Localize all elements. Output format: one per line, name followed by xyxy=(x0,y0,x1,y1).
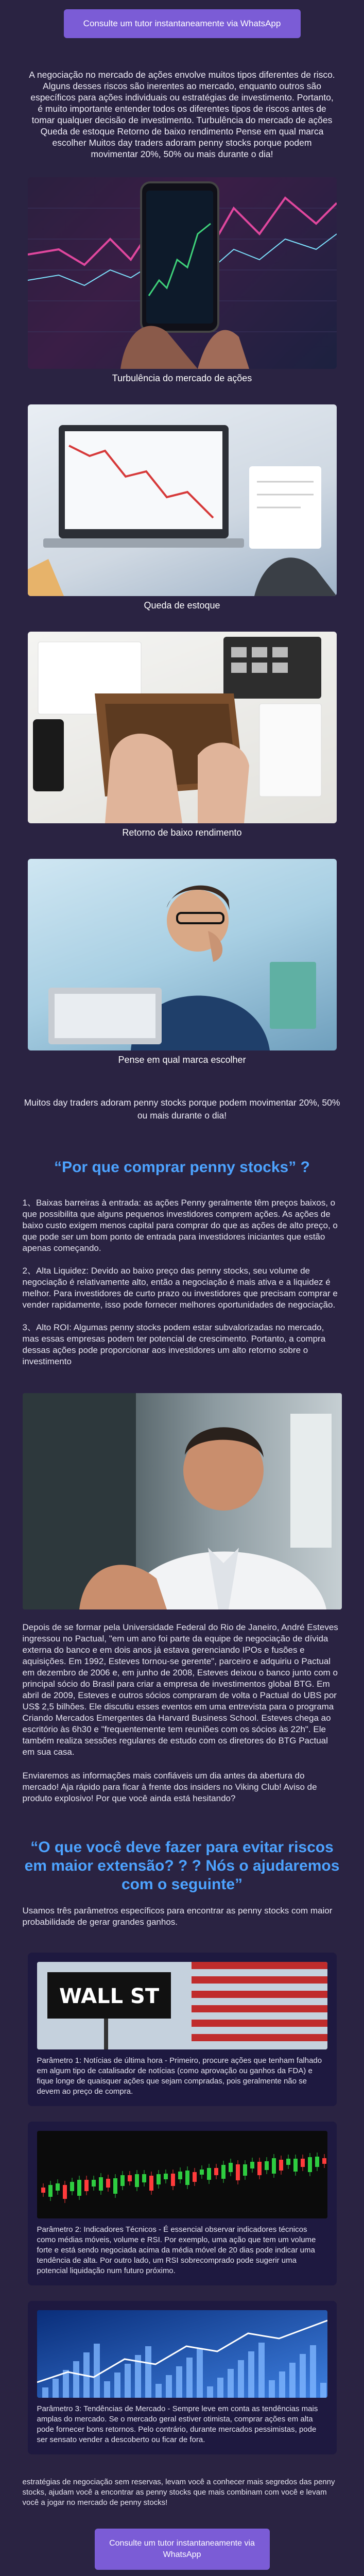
invite-paragraph: Enviaremos as informações mais confiáveis um dia antes da abertura do mercado! Aja rápido para ficar à frente dos insiders no Viking Club! Aviso de produto explosivo! Por que você ainda está hesitando? xyxy=(22,1771,317,1803)
laptop-chart-desk-image xyxy=(28,404,337,596)
avoid-risk-heading: “O que você deve fazer para evitar riscos em maior extensão? ? ? Nós o ajudaremos com o seguinte” xyxy=(24,1839,340,1893)
parameter-text: Parâmetro 1: Notícias de última hora - Primeiro, procure ações que tenham falhado em algum tipo de catalisador de notícias (como aprovação ou ganhos da FDA) e fique longe de quaisquer ações que sejam compradas, pois geralmente não se devem ao preço de compra. xyxy=(37,2056,322,2096)
reason-item: 1、Baixas barreiras à entrada: as ações Penny geralmente têm preços baixos, o que possibilita que alguns pequenos investidores comprem ações. As ações de baixo custo exigem menos capital para comprar do que as ações de alto preço, o que pode ser um bom ponto de entrada para investidores iniciantes que estão apenas começando. xyxy=(22,1198,338,1253)
figure-caption: Turbulência do mercado de ações xyxy=(112,373,252,383)
stock-chart-phone-image xyxy=(28,177,337,369)
outro-paragraph: estratégias de negociação sem reservas, levam você a conhecer mais segredos das penny stocks, ajudam você a encontrar as penny stocks que mais combinam com você e levam você a jogar no mercado de penny stocks! xyxy=(22,2478,335,2507)
blue-market-chart-image xyxy=(37,2310,327,2398)
wall-st-sign-text: WALL ST xyxy=(59,1985,159,2008)
landing-page xyxy=(0,9,364,2576)
reason-item: 2、Alta Liquidez: Devido ao baixo preço das penny stocks, seu volume de negociação é relativamente alto, então a negociação é mais ativa e a liquidez é melhor. Para investidores de curto prazo ou investidores que precisam comprar e vender rapidamente, isso pode fornecer melhores oportunidades de negociação. xyxy=(22,1266,338,1310)
figure-caption: Retorno de baixo rendimento xyxy=(122,827,242,838)
wall-street-sign-image xyxy=(37,1962,327,2049)
three-parameters-lead: Usamos três parâmetros específicos para encontrar as penny stocks com maior probabilidade de gerar grandes ganhos. xyxy=(22,1906,333,1927)
day-traders-quote: Muitos day traders adoram penny stocks porque podem movimentar 20%, 50% ou mais durante o dia! xyxy=(24,1097,340,1121)
whatsapp-cta-mid-button[interactable]: Consulte um tutor instantaneamente via WhatsApp xyxy=(95,2529,270,2570)
figure-market-turbulence xyxy=(28,177,337,384)
parameter-card-2 xyxy=(28,2122,337,2285)
bio-paragraph: Depois de se formar pela Universidade Federal do Rio de Janeiro, André Esteves ingressou no Pactual, "em um ano foi parte da equipe de negociação de dívida externa do banco e em dois anos já estava gerenciando IPOs e fusões e aquisições. Em 1992, Esteves tornou-se gerente", parceiro e adquiriu o Pactual em dezembro de 2006 e, em junho de 2008, Esteves deixou o banco junto com o principal sócio do Brasil para criar a empresa de investimentos global BTG. Em abril de 2009, Esteves e outros sócios compraram de volta o Pactual do UBS por US$ 2,5 bilhões. Ele discutiu esses eventos em uma entrevista para o programa Criando Mercados Emergentes da Harvard Business School. Esteves chega ao escritório às 6h30 e "frequentemente tem reuniões com os sócios às 22h". Ele também realiza sessões regulares de estudo com os diretores do BTG Pactual em sua casa. xyxy=(22,1622,338,1757)
parameter-text: Parâmetro 2: Indicadores Técnicos - É essencial observar indicadores técnicos como médias móveis, volume e RSI. Por exemplo, uma ação que tem um volume forte e está sendo negociada acima da média móvel de 20 dias pode indicar uma tendência de alta. Por outro lado, um RSI sobrecomprado pode sugerir uma potencial liquidação num futuro próximo. xyxy=(37,2225,316,2275)
parameter-text: Parâmetro 3: Tendências de Mercado - Sempre leve em conta as tendências mais amplas do mercado. Se o mercado geral estiver otimista, comprar ações em alta pode fornecer bons retornos. Pelo contrário, durante mercados pessimistas, pode ser sensato vender a descoberto ou ficar de fora. xyxy=(37,2404,318,2444)
whatsapp-cta-top-button[interactable]: Consulte um tutor instantaneamente via WhatsApp xyxy=(64,9,301,38)
andre-esteves-photo xyxy=(23,1393,342,1609)
figure-stock-drop xyxy=(28,404,337,611)
reason-item: 3、Alto ROI: Algumas penny stocks podem estar subvalorizadas no mercado, mas essas empresas podem ter potencial de crescimento. Portanto, a compra dessas ações pode proporcionar aos investidores um alto retorno sobre o investimento xyxy=(22,1323,326,1366)
intro-paragraph: A negociação no mercado de ações envolve muitos tipos diferentes de risco. Alguns desses riscos são inerentes ao mercado, enquanto outros são específicos para ações individuais ou estratégias de investimento. Portanto, é muito importante entender todos os diferentes tipos de riscos antes de tomar qualquer decisão de investimento. Turbulência do mercado de ações Queda de estoque Retorno de baixo rendimento Pense em qual marca escolher Muitos day traders adoram penny stocks porque podem movimentar 20%, 50% ou mais durante o dia! xyxy=(29,70,335,159)
empty-wallet-image xyxy=(28,632,337,823)
figure-brand-choice xyxy=(28,859,337,1065)
figure-low-return xyxy=(28,632,337,838)
figure-caption: Pense em qual marca escolher xyxy=(118,1055,246,1065)
why-buy-penny-stocks-heading: “Por que comprar penny stocks” ? xyxy=(54,1159,310,1176)
figure-caption: Queda de estoque xyxy=(144,600,220,611)
candlestick-chart-image xyxy=(37,2131,327,2218)
parameter-card-1 xyxy=(28,1953,337,2106)
parameter-card-3 xyxy=(28,2301,337,2454)
stressed-man-laptop-image xyxy=(28,859,337,1050)
